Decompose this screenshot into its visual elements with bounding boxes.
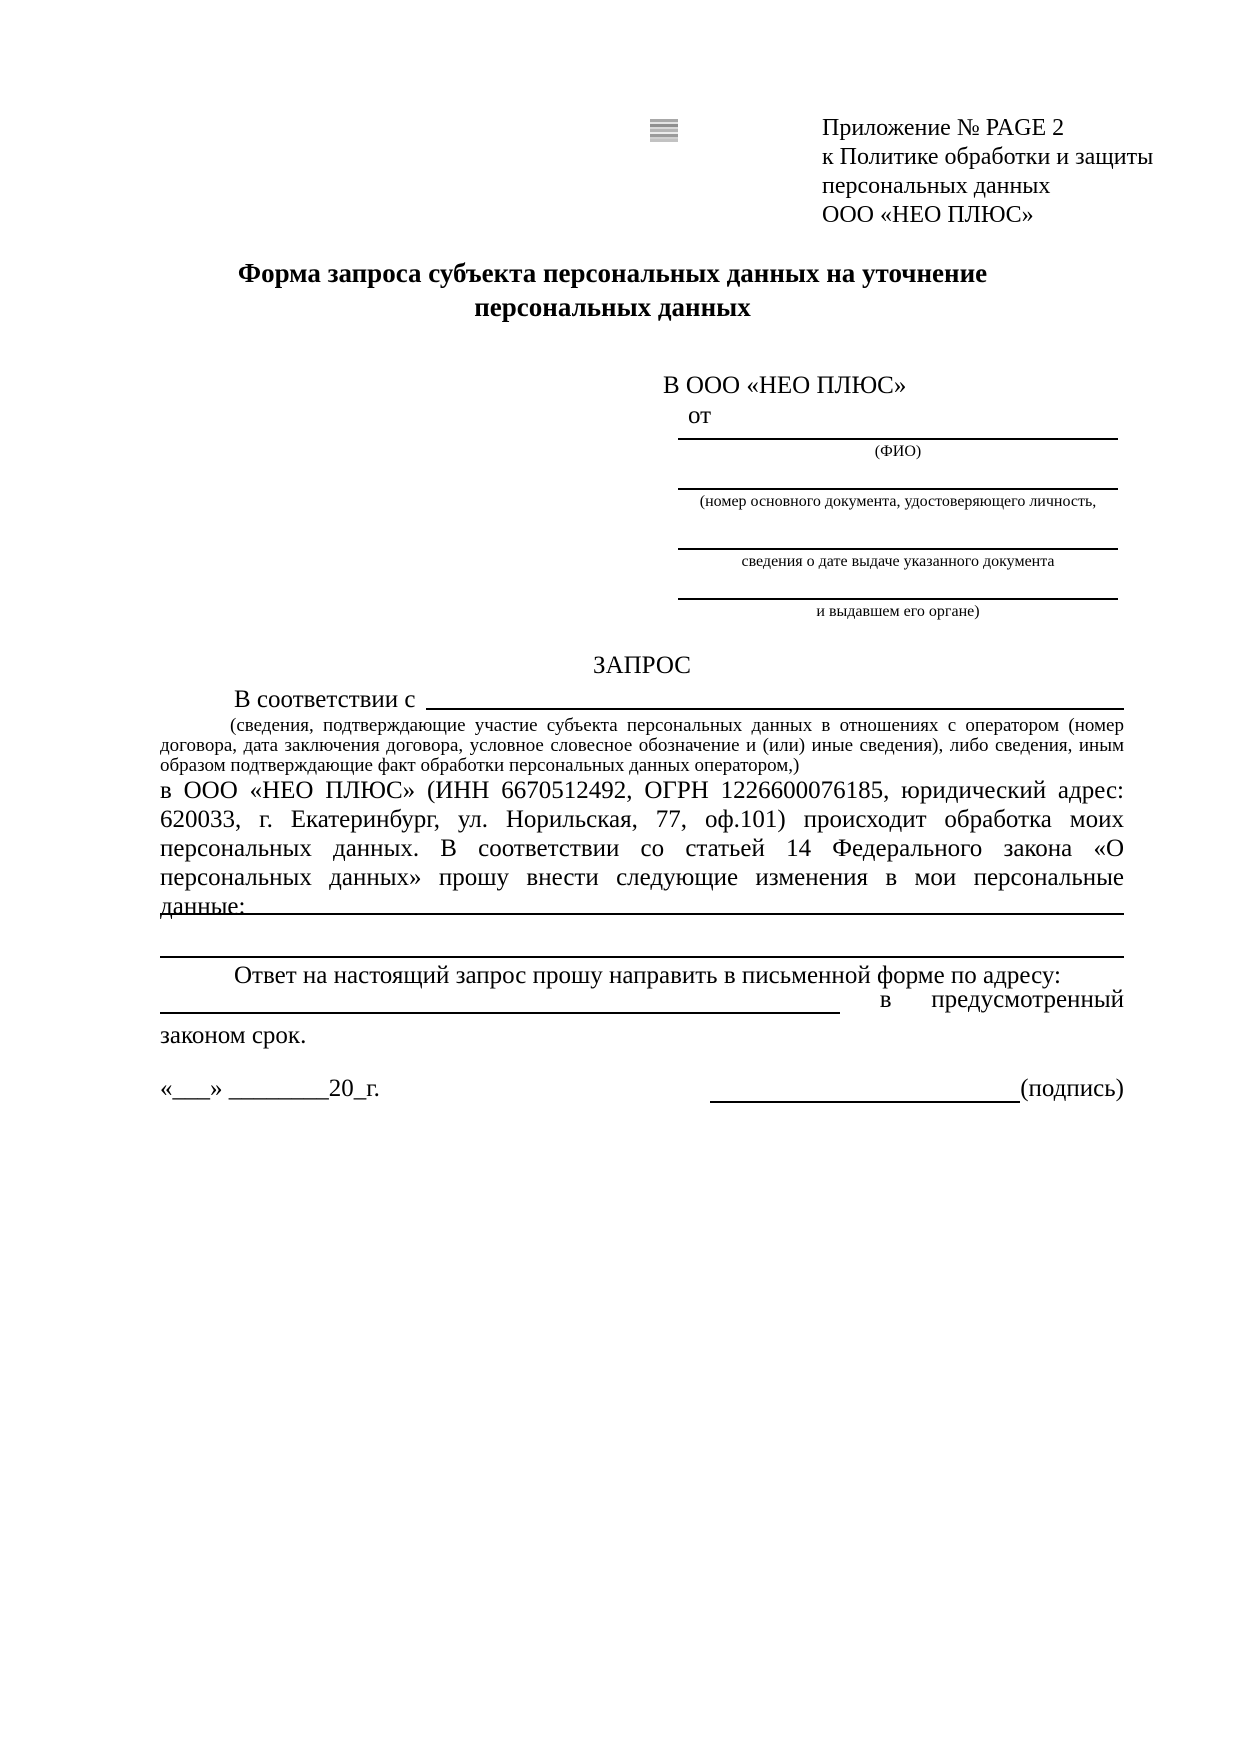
addressee-block [663, 372, 1123, 621]
document-number-caption: (номер основного документа, удостоверяющего личность, [699, 493, 1097, 510]
date-signature-row [160, 1075, 1124, 1103]
addressee-organization: В ООО «НЕО ПЛЮС» [663, 372, 907, 399]
reply-address-row [160, 988, 1124, 1014]
appendix-line: персональных данных [822, 173, 1051, 199]
request-body-paragraph: в ООО «НЕО ПЛЮС» (ИНН 6670512492, ОГРН 1226600076185, юридический адрес: 620033, г. Екатеринбург, ул. Норильская, 77, оф.101) происходит обработка моих персональных данных. В соответствии со статьей 14 Федерального закона «О персональных данных» прошу внести следующие изменения в мои персональные данные: [160, 777, 1124, 920]
appendix-line: Приложение № PAGE 2 [822, 115, 1065, 141]
appendix-line: ООО «НЕО ПЛЮС» [822, 202, 1034, 228]
document-number-field-line[interactable] [678, 461, 1118, 490]
date-blank: «___» ________20_г. [160, 1075, 380, 1102]
changes-blank-line-1[interactable] [160, 893, 1124, 915]
fio-field-line[interactable] [678, 430, 1118, 440]
signature-caption: (подпись) [1020, 1075, 1124, 1102]
basis-fill-line[interactable] [426, 686, 1124, 710]
request-heading: ЗАПРОС [593, 652, 691, 679]
reply-word-predusmotrenny: предусмотренный [931, 986, 1124, 1013]
embedded-object-icon [650, 119, 678, 142]
changes-blank-line-2[interactable] [160, 936, 1124, 958]
signature-line[interactable] [710, 1077, 1020, 1103]
basis-row [160, 686, 1124, 714]
reply-address-blank-line[interactable] [160, 988, 840, 1014]
appendix-block [822, 114, 1153, 230]
basis-prefix: В соответствии с [234, 686, 416, 713]
appendix-line: к Политике обработки и защиты [822, 144, 1154, 170]
fio-caption: (ФИО) [874, 443, 922, 460]
issuing-authority-caption: и выдавшем его органе) [816, 603, 980, 620]
form-title: Форма запроса субъекта персональных данных на уточнение персональных данных [237, 258, 988, 322]
issue-date-field-line[interactable] [678, 511, 1118, 550]
basis-footnote: (сведения, подтверждающие участие субъекта персональных данных в отношениях с оператором (номер договора, дата заключения договора, условное словесное обозначение и (или) иные сведения), либо сведения, иным образом подтверждающие факт обработки персональных данных оператором,) [160, 715, 1124, 776]
issuing-authority-field-line[interactable] [678, 571, 1118, 600]
reply-tail: законом срок. [160, 1022, 307, 1049]
from-label: от [688, 402, 712, 429]
reply-word-v: в [879, 986, 892, 1013]
reply-address-sentence: Ответ на настоящий запрос прошу направить в письменной форме по адресу: [234, 962, 1061, 989]
issue-date-caption: сведения о дате выдаче указанного документа [741, 553, 1055, 570]
